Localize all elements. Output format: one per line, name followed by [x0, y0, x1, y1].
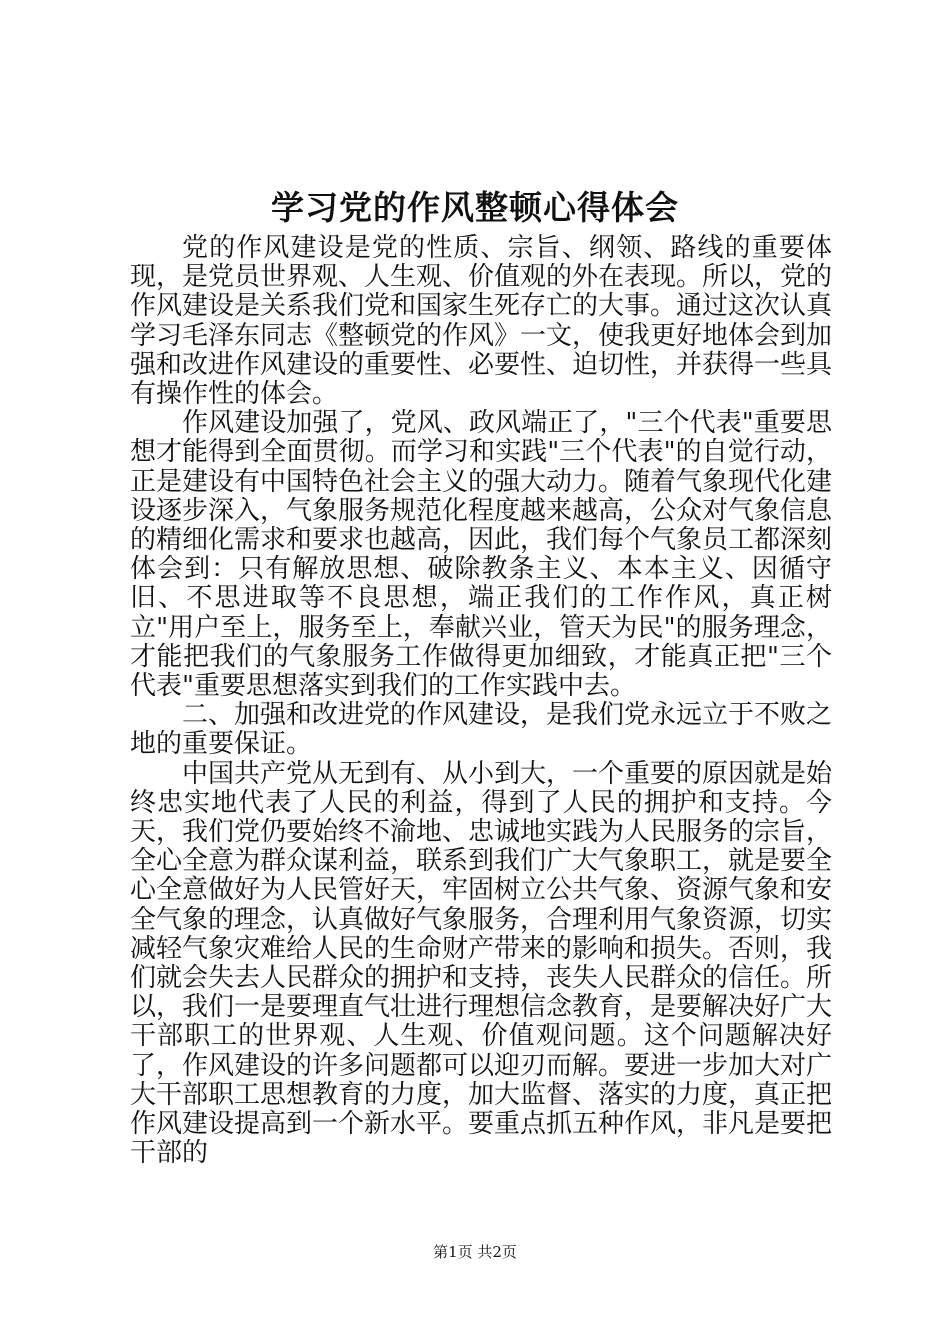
- paragraph-3: 二、加强和改进党的作风建设，是我们党永远立于不败之地的重要保证。: [130, 700, 833, 760]
- paragraph-4: 中国共产党从无到有、从小到大，一个重要的原因就是始终忠实地代表了人民的利益，得到了人民的拥护和支持。今天，我们党仍要始终不渝地、忠诚地实践为人民服务的宗旨，全心全意为群众谋利益，联系到我们广大气象职工，就是要全心全意做好为人民管好天，牢固树立公共气象、资源气象和安全气象的理念，认真做好气象服务，合理利用气象资源，切实减轻气象灾难给人民的生命财产带来的影响和损失。否则，我们就会失去人民群众的拥护和支持，丧失人民群众的信任。所以，我们一是要理直气壮进行理想信念教育，是要解决好广大干部职工的世界观、人生观、价值观问题。这个问题解决好了，作风建设的许多问题都可以迎刃而解。要进一步加大对广大干部职工思想教育的力度，加大监督、落实的力度，真正把作风建设提高到一个新水平。要重点抓五种作风，非凡是要把干部的: [130, 758, 833, 1169]
- document-body: [130, 234, 832, 1169]
- paragraph-1: 党的作风建设是党的性质、宗旨、纲领、路线的重要体现，是党员世界观、人生观、价值观的外在表现。所以，党的作风建设是关系我们党和国家生死存亡的大事。通过这次认真学习毛泽东同志《整顿党的作风》一文，使我更好地体会到加强和改进作风建设的重要性、必要性、迫切性，并获得一些具有操作性的体会。: [130, 233, 833, 410]
- paragraph-2: 作风建设加强了，党风、政风端正了，"三个代表"重要思想才能得到全面贯彻。而学习和实践"三个代表"的自觉行动，正是建设有中国特色社会主义的强大动力。随着气象现代化建设逐步深入，气象服务规范化程度越来越高，公众对气象信息的精细化需求和要求也越高，因此，我们每个气象员工都深刻体会到：只有解放思想、破除教条主义、本本主义、因循守旧、不思进取等不良思想，端正我们的工作作风，真正树立"用户至上，服务至上，奉献兴业，管天为民"的服务理念，才能把我们的气象服务工作做得更加细致，才能真正把"三个代表"重要思想落实到我们的工作实践中去。: [130, 408, 833, 702]
- document-title: 学习党的作风整顿心得体会: [271, 188, 679, 227]
- page-indicator: 第1页 共2页: [433, 1243, 517, 1261]
- page-footer: [0, 1242, 950, 1262]
